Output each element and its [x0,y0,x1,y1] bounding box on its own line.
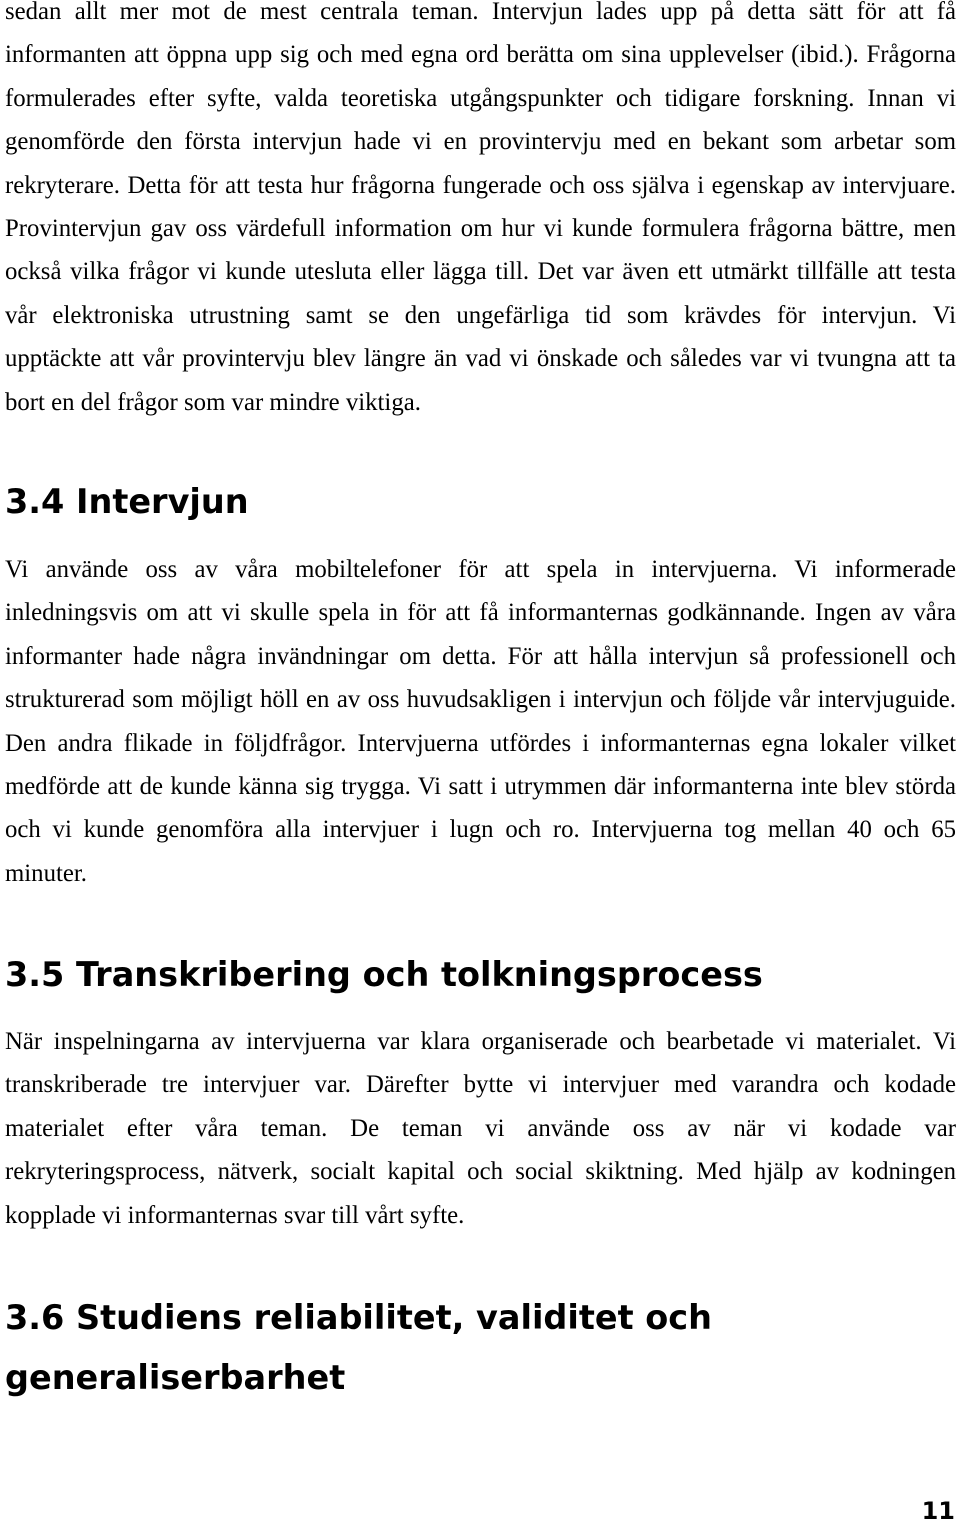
paragraph-continuation [5,0,956,424]
paragraph-line: När inspelningarna av intervjuerna var klara organiserade och bearbetade vi materialet. Vi [5,1028,956,1055]
paragraph-line: formulerades efter syfte, valda teoretiska utgångspunkter och tidigare forskning. Innan vi [5,84,956,112]
paragraph-intervjun [5,548,956,895]
paragraph-line: strukturerad som möjligt höll en av oss huvudsakligen i intervjun och följde vår intervjuguide. [5,686,956,714]
paragraph-line: sedan allt mer mot de mest centrala teman. Intervjun lades upp på detta sätt för att få [5,0,956,25]
section-heading-intervjun: 3.4 Intervjun [5,482,249,521]
paragraph-line: rekryterare. Detta för att testa hur frågorna fungerade och oss själva i egenskap av intervjuare. [5,171,956,199]
paragraph-line: informanten att öppna upp sig och med egna ord berätta om sina upplevelser (ibid.). Frågorna [5,41,956,69]
page-number: 11 [921,1497,955,1525]
paragraph-line: Den andra flikade in följdfrågor. Intervjuerna utfördes i informanternas egna lokaler vilket [5,729,956,757]
paragraph-line: vår elektroniska utrustning samt se den ungefärliga tid som krävdes för intervjun. Vi [5,301,956,329]
paragraph-line: inledningsvis om att vi skulle spela in för att få informanternas godkännande. Ingen av våra [5,599,956,627]
paragraph-line: genomförde den första intervjun hade vi en provintervju med en bekant som arbetar som [5,128,956,156]
paragraph-line: upptäckte att vår provintervju blev längre än vad vi önskade och således var vi tvungna att ta [5,345,956,373]
paragraph-line: transkriberade tre intervjuer var. Därefter bytte vi intervjuer med varandra och kodade [5,1071,956,1099]
paragraph-line: och vi kunde genomföra alla intervjuer i lugn och ro. Intervjuerna tog mellan 40 och 65 [5,816,956,844]
paragraph-line: kopplade vi informanternas svar till vårt syfte. [5,1201,465,1229]
paragraph-line: bort en del frågor som var mindre viktiga. [5,388,421,416]
paragraph-line: informanter hade några invändningar om detta. För att hålla intervjun så professionell och [5,642,956,670]
paragraph-line: minuter. [5,859,87,887]
paragraph-line: materialet efter våra teman. De teman vi använde oss av när vi kodade var [5,1114,956,1142]
section-heading-transkribering: 3.5 Transkribering och tolkningsprocess [5,955,763,994]
paragraph-line: rekryteringsprocess, nätverk, socialt kapital och social skiktning. Med hjälp av kodningen [5,1158,956,1186]
paragraph-transkribering [5,1020,956,1237]
paragraph-line: medförde att de kunde känna sig trygga. Vi satt i utrymmen där informanterna inte blev störda [5,772,956,800]
section-heading-reliabilitet: 3.6 Studiens reliabilitet, validitet och generaliserbarhet [5,1298,713,1397]
paragraph-line: också vilka frågor vi kunde utesluta eller lägga till. Det var även ett utmärkt tillfälle att testa [5,258,956,286]
paragraph-line: Provintervjun gav oss värdefull information om hur vi kunde formulera frågorna bättre, men [5,214,956,242]
paragraph-line: Vi använde oss av våra mobiltelefoner för att spela in intervjuerna. Vi informerade [5,556,956,583]
